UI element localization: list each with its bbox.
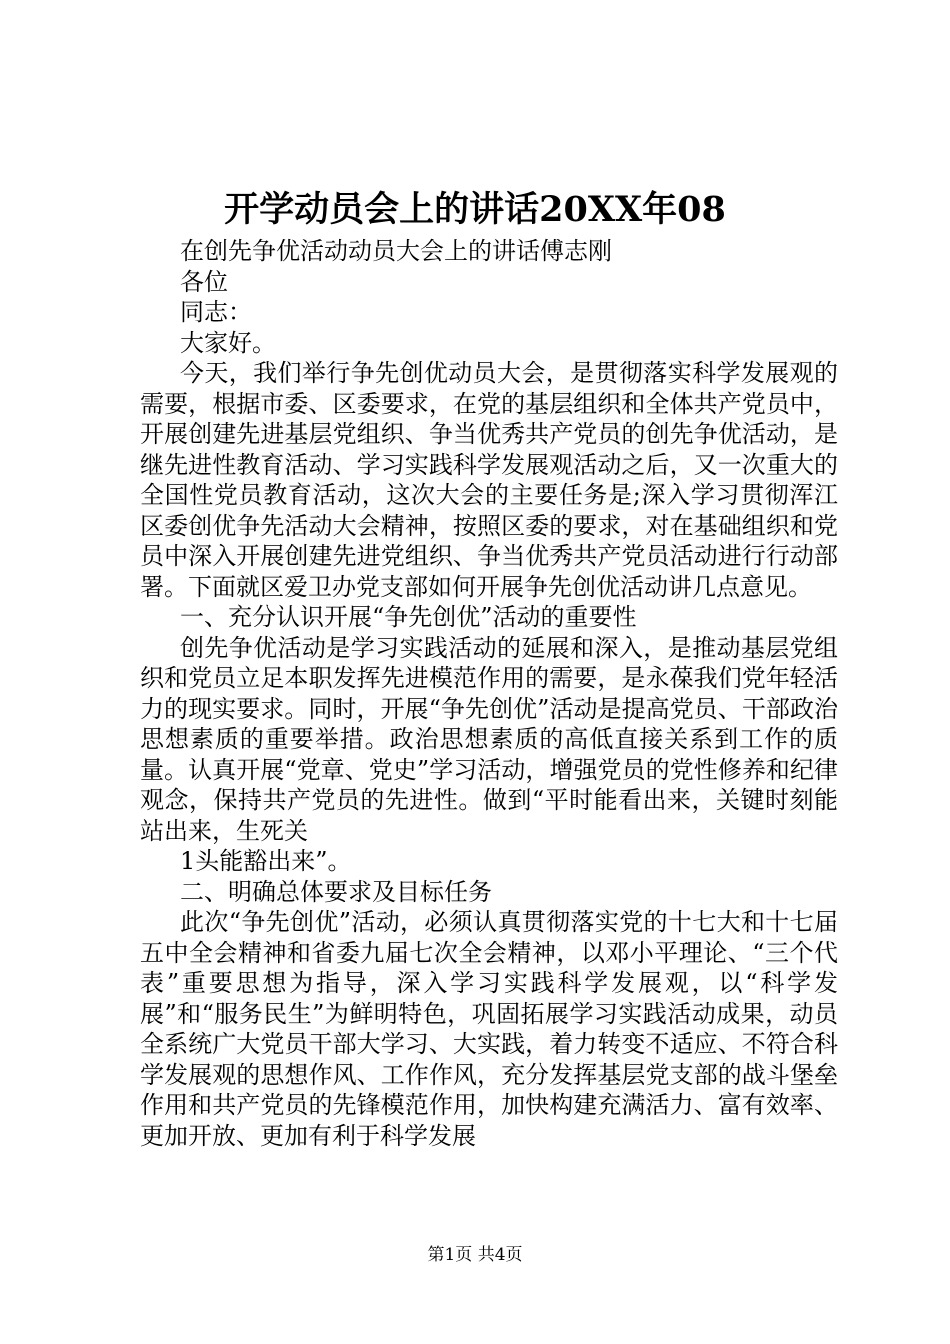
section-heading-2: 二、明确总体要求及目标任务 bbox=[180, 877, 492, 906]
section-heading-1: 一、充分认识开展“争先创优”活动的重要性 bbox=[180, 603, 637, 631]
salutation-line-2: 同志： bbox=[180, 298, 252, 326]
greeting: 大家好。 bbox=[180, 328, 276, 357]
section-1-paragraph: 创先争优活动是学习实践活动的延展和深入，是推动基层党组织和党员立足本职发挥先进模范作用的需要，是永葆我们党年轻活力的现实要求。同时，开展“争先创优”活动是提高党员、干部政治思想素质的重要举措。政治思想素质的高低直接关系到工作的质量。认真开展“党章、党史”学习活动，增强党员的党性修养和纪律观念，保持共产党员的先进性。做到“平时能看出来，关键时刻能站出来，生死关 bbox=[140, 633, 838, 845]
document-body bbox=[140, 236, 838, 1151]
document-title: 开学动员会上的讲话20XX年08 bbox=[224, 189, 726, 230]
salutation-line-1: 各位 bbox=[180, 267, 228, 296]
speech-heading: 在创先争优活动动员大会上的讲话傅志刚 bbox=[180, 237, 612, 265]
page-number: 第1页 共4页 bbox=[427, 1245, 523, 1265]
intro-paragraph: 今天，我们举行争先创优动员大会，是贯彻落实科学发展观的需要，根据市委、区委要求，在党的基层组织和全体共产党员中，开展创建先进基层党组织、争当优秀共产党员的创先争优活动，是继先进性教育活动、学习实践科学发展观活动之后，又一次重大的全国性党员教育活动，这次大会的主要任务是;深入学习贯彻浑江区委创优争先活动大会精神，按照区委的要求，对在基础组织和党员中深入开展创建先进党组织、争当优秀共产党员活动进行行动部署。下面就区爱卫办党支部如何开展争先创优活动讲几点意见。 bbox=[140, 359, 838, 601]
section-1-paragraph-continued: 1头能豁出来”。 bbox=[180, 847, 352, 875]
section-2-paragraph: 此次“争先创优”活动，必须认真贯彻落实党的十七大和十七届五中全会精神和省委九届七次全会精神，以邓小平理论、“三个代表”重要思想为指导，深入学习实践科学发展观，以“科学发展”和“服务民生”为鲜明特色，巩固拓展学习实践活动成果，动员全系统广大党员干部大学习、大实践，着力转变不适应、不符合科学发展观的思想作风、工作作风，充分发挥基层党支部的战斗堡垒作用和共产党员的先锋模范作用，加快构建充满活力、富有效率、更加开放、更加有利于科学发展 bbox=[140, 908, 838, 1150]
